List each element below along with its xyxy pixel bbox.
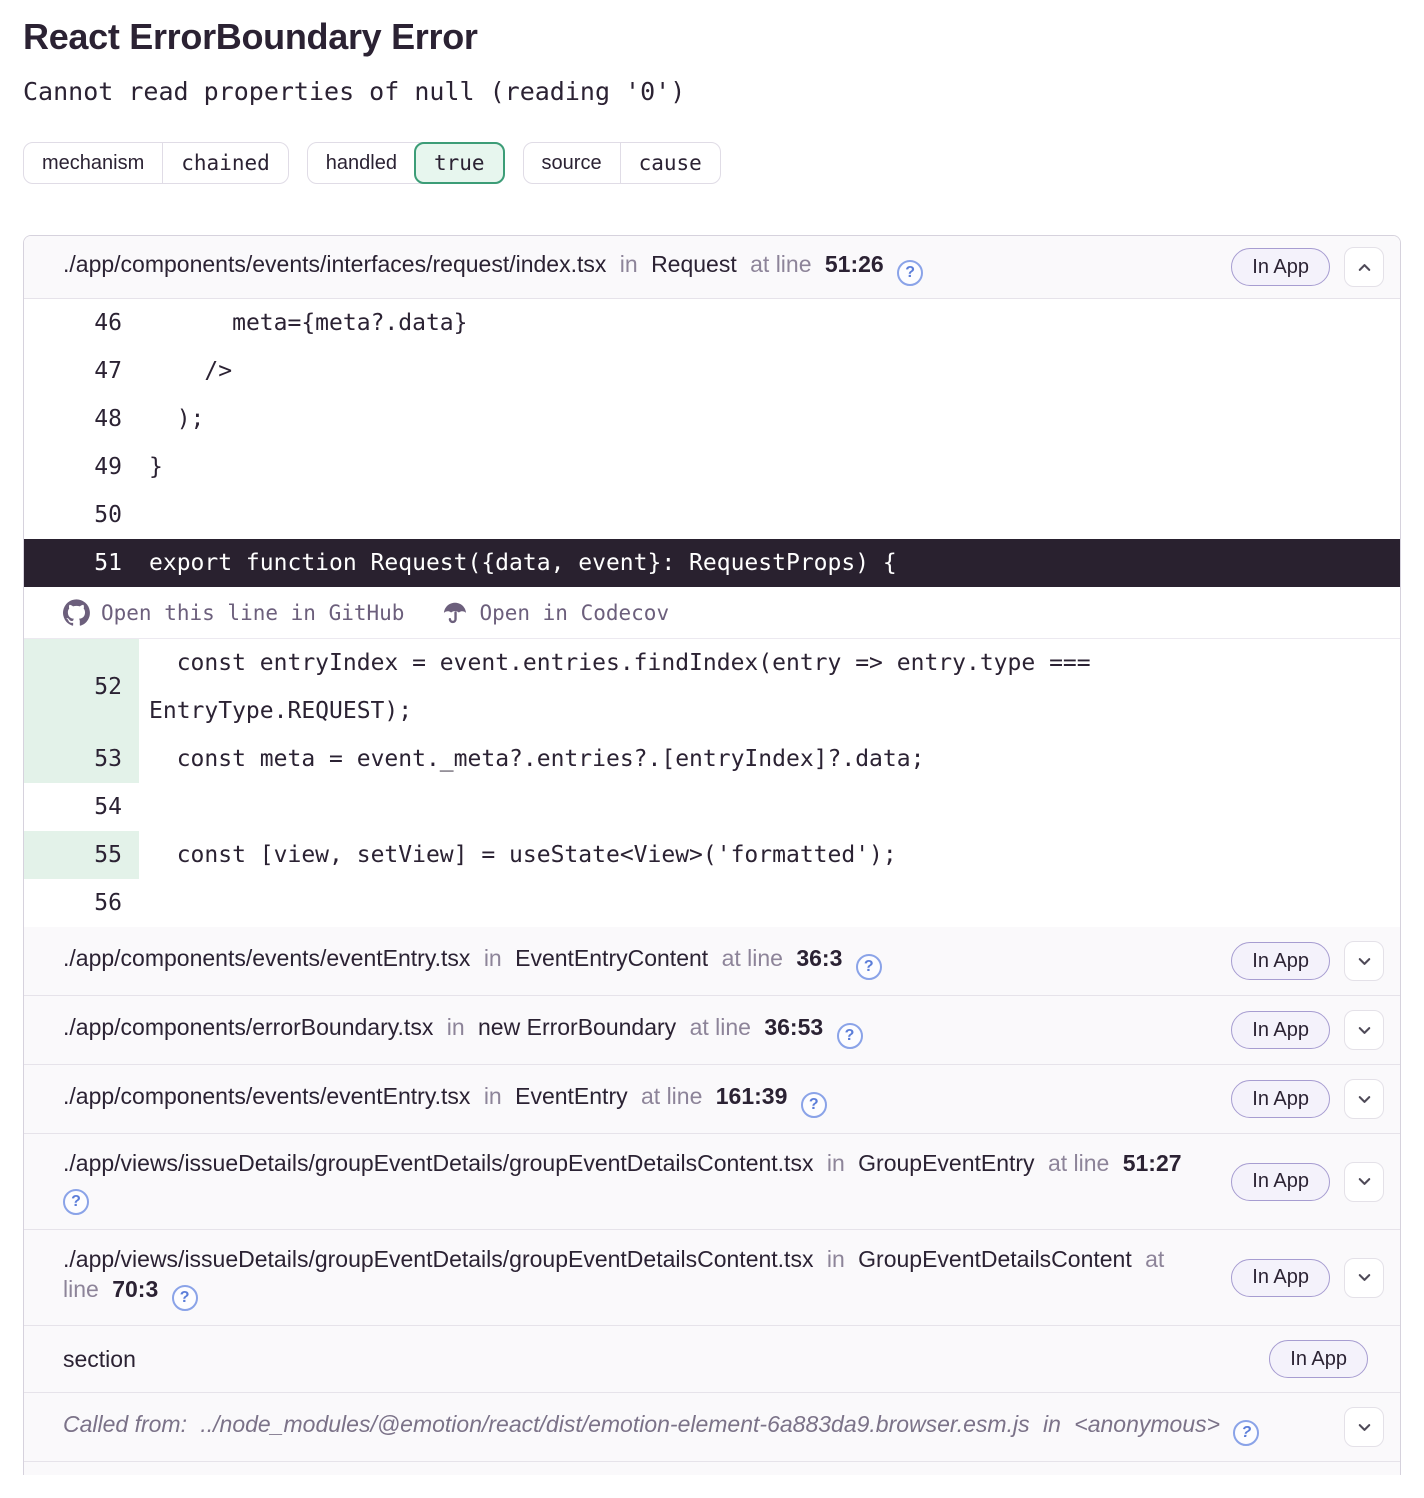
- frame-in-label: in: [826, 1150, 845, 1176]
- tag-key: mechanism: [24, 143, 163, 183]
- code-block: [24, 299, 1400, 927]
- frame-function: GroupEventDetailsContent: [858, 1246, 1132, 1272]
- chevron-down-icon: [1355, 952, 1374, 971]
- help-icon[interactable]: ?: [837, 1023, 863, 1049]
- code-text: const meta = event._meta?.entries?.[entryIndex]?.data;: [149, 746, 925, 772]
- tag-value-highlighted: true: [414, 142, 505, 184]
- frame-path: ./app/views/issueDetails/groupEventDetails/groupEventDetailsContent.tsx: [63, 1246, 814, 1272]
- codecov-icon: [442, 600, 468, 626]
- stack-frame-row[interactable]: [24, 1229, 1400, 1325]
- code-line-48: [24, 395, 1400, 443]
- line-number: 51: [94, 550, 122, 576]
- frame-title: [63, 1148, 1231, 1215]
- line-number: 49: [94, 454, 122, 480]
- frame-function: section: [63, 1345, 136, 1372]
- code-line-50: [24, 491, 1400, 539]
- tag-handled[interactable]: [307, 142, 505, 184]
- frame-path: ./app/components/events/interfaces/request/index.tsx: [63, 250, 607, 277]
- code-text: const entryIndex = event.entries.findIndex(entry => entry.type === EntryType.REQUEST);: [149, 650, 1105, 724]
- frame-atline-label: at line: [1047, 1150, 1110, 1176]
- stack-frame-row[interactable]: [24, 1133, 1400, 1229]
- tag-source[interactable]: [523, 142, 721, 184]
- frame-lineno: 36:53: [764, 1013, 824, 1040]
- code-lines-after: [24, 639, 1400, 927]
- code-line-46: [24, 299, 1400, 347]
- frame-function: new ErrorBoundary: [478, 1013, 677, 1040]
- chevron-down-icon: [1355, 1172, 1374, 1191]
- frame-title: [63, 1244, 1231, 1311]
- code-text: [139, 491, 1400, 539]
- line-number: 50: [94, 502, 122, 528]
- frame-in-label: in: [826, 1246, 845, 1272]
- stack-frame-row[interactable]: [24, 995, 1400, 1064]
- frame-path: ./app/components/events/eventEntry.tsx: [63, 944, 471, 971]
- open-in-github-link[interactable]: [63, 599, 404, 626]
- stack-frame-row-section[interactable]: [24, 1325, 1400, 1392]
- github-icon: [63, 599, 90, 626]
- frame-atline-label: at line: [689, 1013, 751, 1040]
- code-line-54: [24, 783, 1400, 831]
- help-icon[interactable]: ?: [897, 260, 923, 286]
- expand-chevron-button[interactable]: [1344, 941, 1384, 981]
- frame-in-label: in: [483, 1082, 502, 1109]
- frame-title: [63, 1012, 1231, 1049]
- help-icon[interactable]: ?: [856, 954, 882, 980]
- frame-title: [63, 943, 1231, 980]
- line-number: 46: [94, 310, 122, 336]
- frame-atline-label: at line: [63, 1246, 1165, 1302]
- frame-path: ./app/components/errorBoundary.tsx: [63, 1013, 434, 1040]
- frame-function: <anonymous>: [1074, 1411, 1221, 1438]
- frame-path: ./app/components/events/eventEntry.tsx: [63, 1082, 471, 1109]
- frame-path: ./app/views/issueDetails/groupEventDetails/groupEventDetailsContent.tsx: [63, 1150, 814, 1176]
- open-in-codecov-link[interactable]: [442, 600, 669, 626]
- stack-frame-expanded-header[interactable]: [24, 236, 1400, 299]
- expand-chevron-button[interactable]: [1344, 1258, 1384, 1298]
- code-line-53: [24, 735, 1400, 783]
- code-text: const [view, setView] = useState<View>('formatted');: [149, 842, 897, 868]
- tag-mechanism[interactable]: [23, 142, 289, 184]
- frame-lineno: 70:3: [112, 1276, 159, 1302]
- frame-in-label: in: [1042, 1411, 1061, 1438]
- line-number: 55: [24, 831, 139, 879]
- tag-value: chained: [181, 151, 270, 175]
- in-app-badge: In App: [1231, 248, 1330, 286]
- tag-list: [23, 142, 1401, 184]
- called-from-label: Called from:: [63, 1411, 187, 1438]
- frame-in-label: in: [446, 1013, 465, 1040]
- code-actions-row: [24, 587, 1400, 639]
- code-line-51: [24, 539, 1400, 587]
- in-app-badge: In App: [1231, 1163, 1330, 1201]
- next-frame-partial-row: [24, 1461, 1400, 1475]
- frame-atline-label: at line: [750, 250, 812, 277]
- code-lines-before: [24, 299, 1400, 587]
- frame-in-label: in: [619, 250, 638, 277]
- tag-key: source: [524, 143, 621, 183]
- code-text: [139, 879, 1400, 927]
- expand-chevron-button[interactable]: [1344, 1407, 1384, 1447]
- error-message: Cannot read properties of null (reading '0'): [23, 77, 686, 106]
- tag-key: handled: [325, 151, 397, 174]
- code-line-55: [24, 831, 1400, 879]
- tag-value: cause: [638, 151, 702, 175]
- frame-in-label: in: [483, 944, 502, 971]
- stack-frame-row[interactable]: [24, 927, 1400, 995]
- frame-function: EventEntry: [515, 1082, 628, 1109]
- code-text: }: [149, 454, 163, 480]
- chevron-down-icon: [1355, 1268, 1374, 1287]
- stack-frame-row-called-from[interactable]: [24, 1392, 1400, 1461]
- expand-chevron-button[interactable]: [1344, 1010, 1384, 1050]
- code-text: [139, 783, 1400, 831]
- code-text: export function Request({data, event}: RequestProps) {: [149, 550, 897, 576]
- line-number: 53: [24, 735, 139, 783]
- line-number: 47: [94, 358, 122, 384]
- stack-frame-row[interactable]: [24, 1064, 1400, 1133]
- page-title: React ErrorBoundary Error: [23, 16, 478, 57]
- expand-chevron-button[interactable]: [1344, 1162, 1384, 1202]
- codecov-link-label: Open in Codecov: [479, 600, 670, 625]
- chevron-down-icon: [1355, 1021, 1374, 1040]
- collapse-chevron-button[interactable]: [1344, 247, 1384, 287]
- frame-lineno: 51:27: [1122, 1150, 1182, 1176]
- github-link-label: Open this line in GitHub: [101, 600, 405, 625]
- line-number: 52: [24, 639, 139, 735]
- chevron-down-icon: [1355, 1090, 1374, 1109]
- collapsed-frames-list: [24, 927, 1400, 1325]
- code-text: );: [149, 406, 205, 432]
- stack-trace-panel: [23, 235, 1401, 1475]
- in-app-badge: In App: [1231, 1011, 1330, 1049]
- frame-function: GroupEventEntry: [858, 1150, 1035, 1176]
- in-app-badge: In App: [1269, 1340, 1368, 1378]
- frame-title: [63, 249, 1231, 286]
- help-icon[interactable]: ?: [63, 1189, 89, 1215]
- frame-lineno: 36:3: [796, 944, 843, 971]
- error-detail-page: [0, 16, 1424, 1475]
- frame-lineno: 161:39: [715, 1082, 788, 1109]
- code-text: />: [149, 358, 233, 384]
- code-line-52: [24, 639, 1400, 735]
- help-icon[interactable]: ?: [1233, 1420, 1259, 1446]
- frame-title: [63, 1081, 1231, 1118]
- chevron-down-icon: [1355, 1418, 1374, 1437]
- frame-title: [63, 1408, 1330, 1446]
- line-number: 54: [94, 794, 122, 820]
- in-app-badge: In App: [1231, 1259, 1330, 1297]
- help-icon[interactable]: ?: [172, 1285, 198, 1311]
- frame-atline-label: at line: [721, 944, 783, 971]
- code-line-49: [24, 443, 1400, 491]
- chevron-up-icon: [1355, 258, 1374, 277]
- help-icon[interactable]: ?: [801, 1092, 827, 1118]
- expand-chevron-button[interactable]: [1344, 1079, 1384, 1119]
- frame-function: Request: [651, 250, 737, 277]
- frame-function: EventEntryContent: [515, 944, 709, 971]
- line-number: 56: [94, 890, 122, 916]
- in-app-badge: In App: [1231, 942, 1330, 980]
- frame-lineno: 51:26: [824, 250, 884, 277]
- code-line-56: [24, 879, 1400, 927]
- frame-path: ../node_modules/@emotion/react/dist/emotion-element-6a883da9.browser.esm.js: [200, 1411, 1030, 1438]
- code-line-47: [24, 347, 1400, 395]
- in-app-badge: In App: [1231, 1080, 1330, 1118]
- frame-atline-label: at line: [641, 1082, 703, 1109]
- line-number: 48: [94, 406, 122, 432]
- code-text: meta={meta?.data}: [149, 310, 468, 336]
